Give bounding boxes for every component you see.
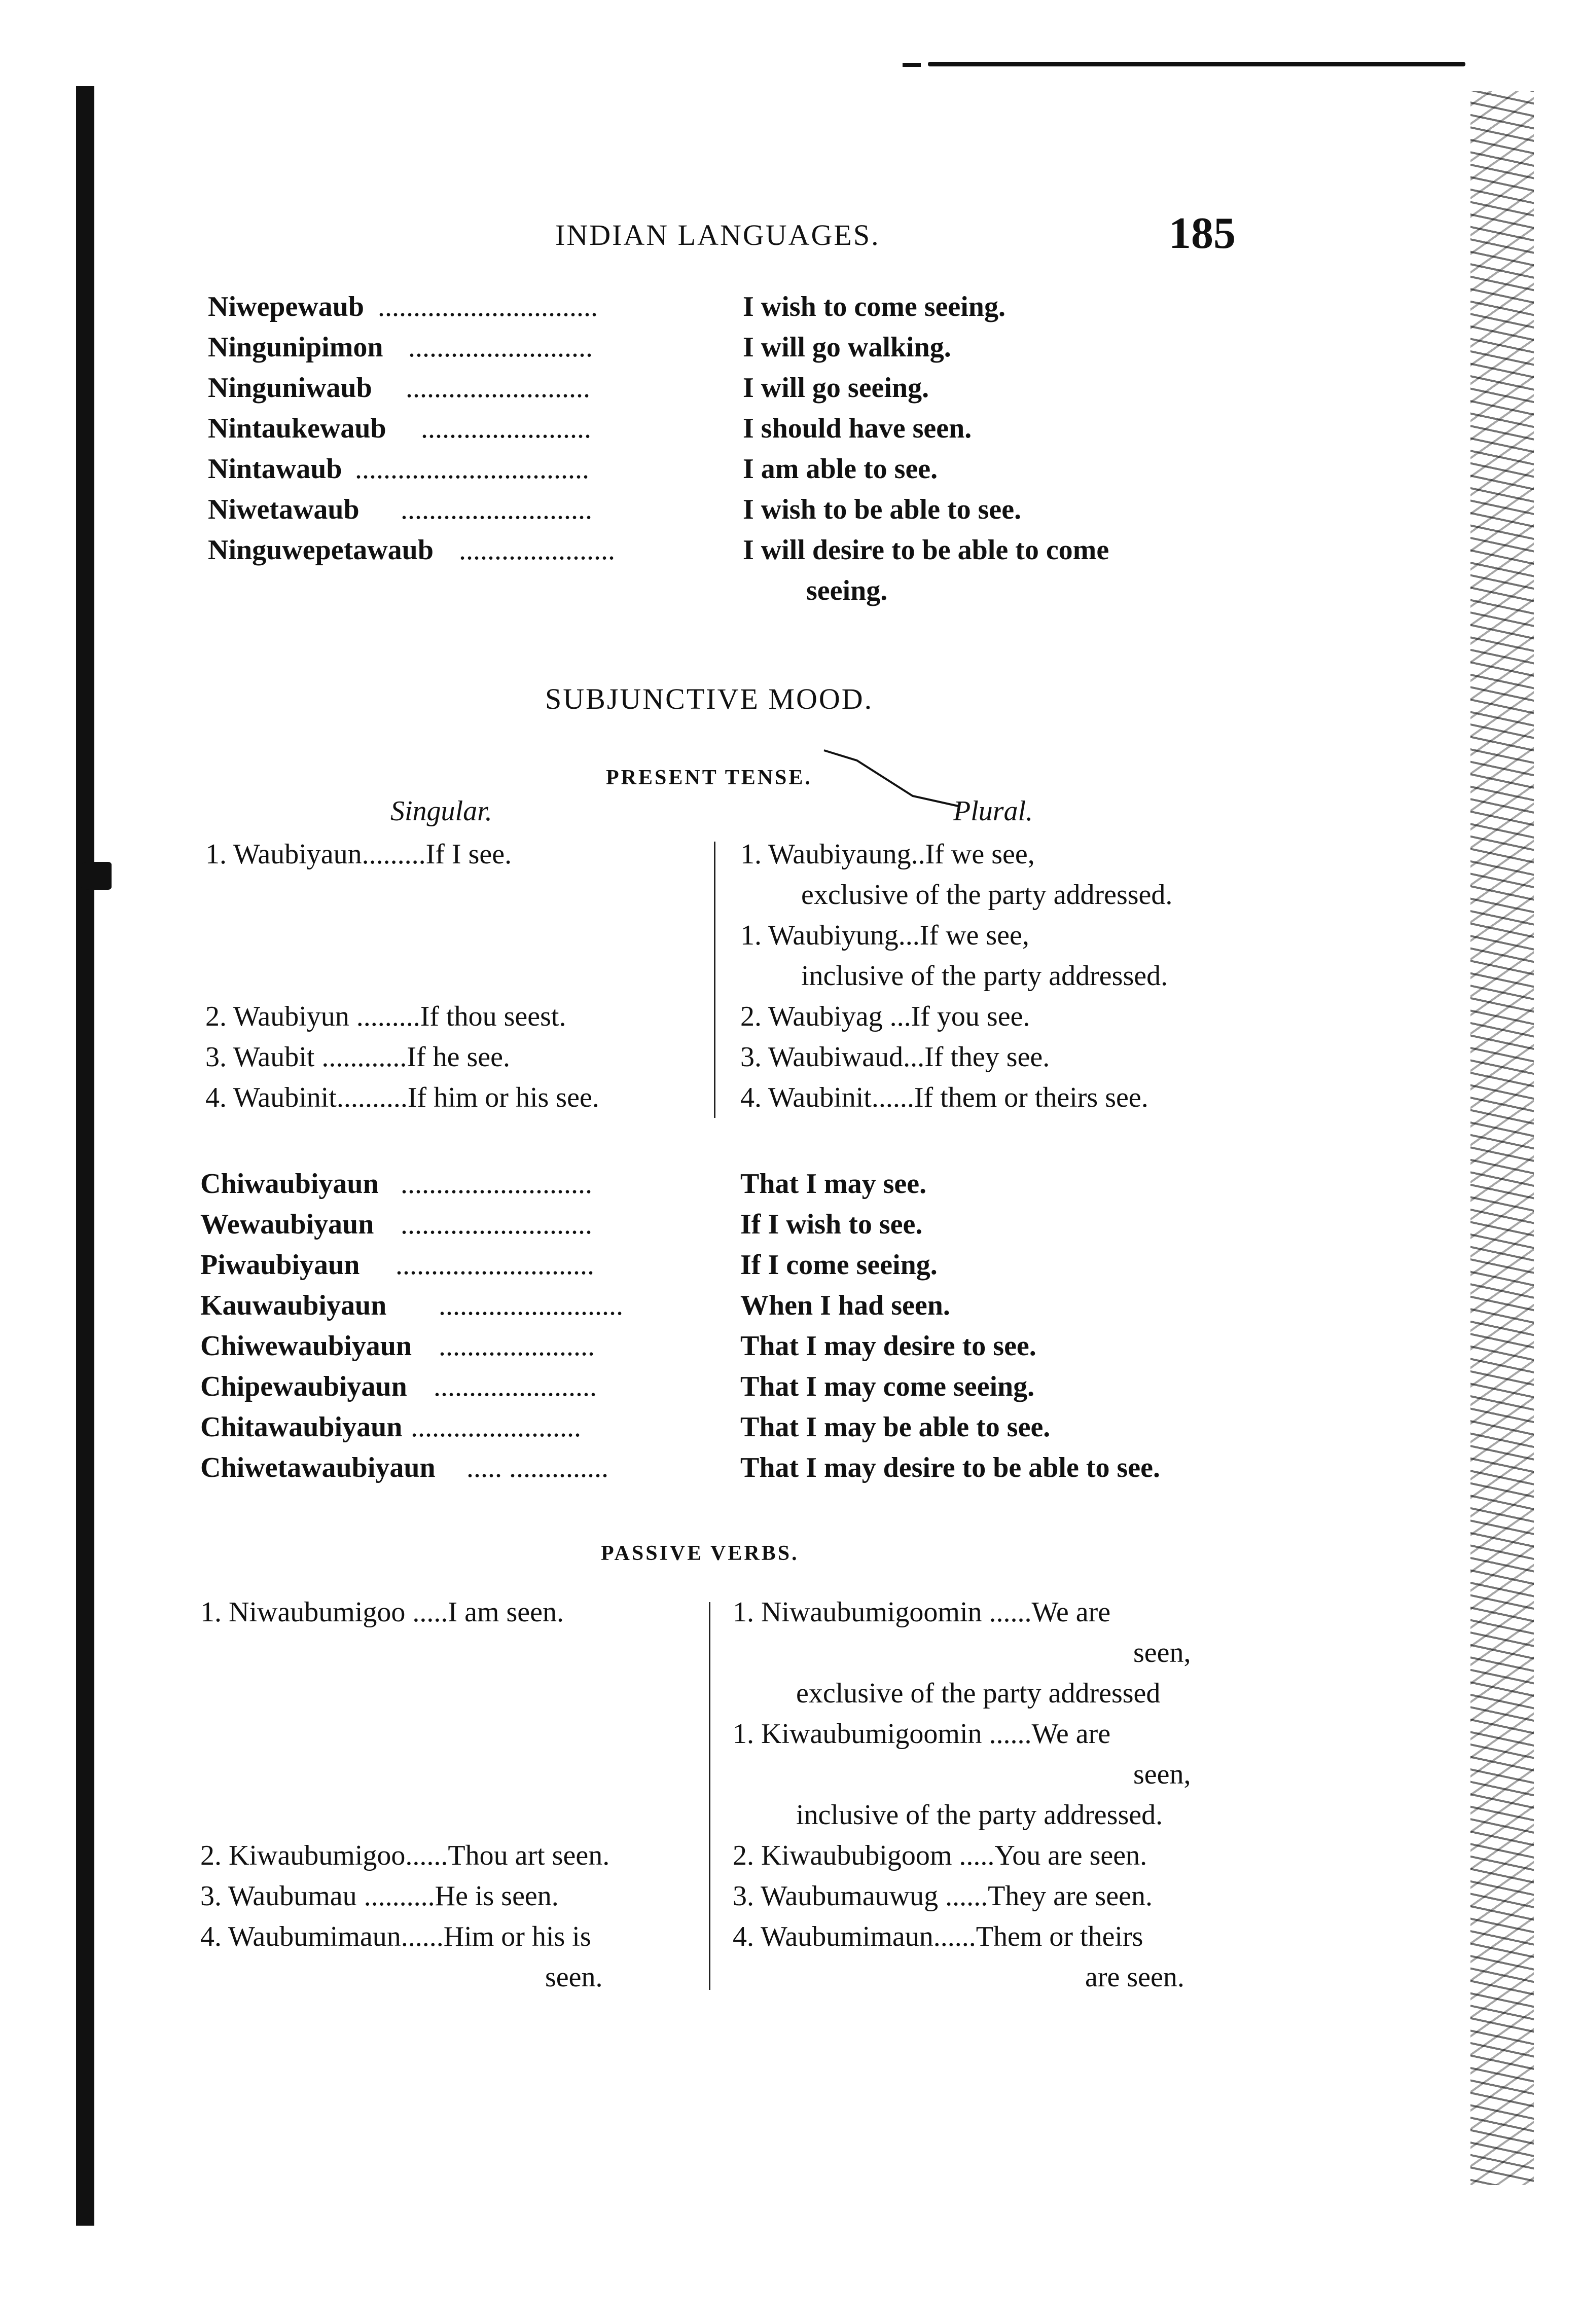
conjugation-line: 4. Waubinit......If them or theirs see. (740, 1082, 1148, 1113)
list-item-english: I am able to see. (743, 453, 938, 485)
list-item-indian: Chiwaubiyaun (200, 1168, 379, 1200)
column-divider (709, 1602, 710, 1990)
singular-label: Singular. (390, 795, 492, 827)
list-item-continuation: seeing. (806, 575, 888, 606)
leader-dots: .......................... (408, 332, 593, 363)
list-item-english: I wish to come seeing. (743, 291, 1005, 322)
conjugation-line: 4. Waubumimaun......Him or his is (200, 1921, 591, 1952)
leader-dots: ...................... (439, 1330, 595, 1362)
section-title: SUBJUNCTIVE MOOD. (545, 682, 874, 715)
conjugation-line: 4. Waubumimaun......Them or theirs (733, 1921, 1143, 1952)
subsection-title: PRESENT TENSE. (606, 766, 812, 789)
list-item-english: When I had seen. (740, 1290, 950, 1321)
conjugation-line: 1. Kiwaubumigoomin ......We are (733, 1718, 1111, 1750)
conjugation-line: 1. Waubiyung...If we see, (740, 920, 1029, 951)
list-item-indian: Chiwewaubiyaun (200, 1330, 412, 1362)
leader-dots: .......................... (406, 372, 590, 404)
conjugation-line: 1. Niwaubumigoo .....I am seen. (200, 1596, 564, 1628)
conjugation-line: seen. (545, 1962, 603, 1993)
list-item-indian: Kauwaubiyaun (200, 1290, 387, 1321)
leader-dots: .......................... (439, 1290, 623, 1321)
list-item-english: That I may be able to see. (740, 1411, 1051, 1443)
list-item-english: I should have seen. (743, 413, 972, 444)
conjugation-line: 2. Waubiyag ...If you see. (740, 1001, 1030, 1032)
scan-binding-notch (76, 862, 112, 890)
conjugation-line: 1. Niwaubumigoomin ......We are (733, 1596, 1111, 1628)
leader-dots: ............................ (396, 1249, 594, 1281)
list-item-indian: Niwepewaub (208, 291, 365, 322)
list-item-english: I will go walking. (743, 332, 951, 363)
list-item-english: I will desire to be able to come (743, 534, 1109, 566)
conjugation-line: exclusive of the party addressed. (801, 879, 1173, 911)
leader-dots: ....................... (434, 1371, 597, 1402)
conjugation-line: are seen. (1085, 1962, 1184, 1993)
conjugation-line: 3. Waubiwaud...If they see. (740, 1041, 1050, 1073)
conjugation-line: 3. Waubumau ..........He is seen. (200, 1880, 559, 1912)
leader-dots: ...................... (459, 534, 615, 566)
leader-dots: ........................... (401, 1209, 592, 1240)
list-item-indian: Ninguwepetawaub (208, 534, 434, 566)
conjugation-line: 1. Waubiyaung..If we see, (740, 839, 1035, 870)
list-item-english: That I may desire to see. (740, 1330, 1036, 1362)
list-item-indian: Chipewaubiyaun (200, 1371, 407, 1402)
scan-pen-mark (821, 745, 963, 826)
list-item-indian: Ninguniwaub (208, 372, 372, 404)
list-item-english: That I may see. (740, 1168, 927, 1200)
list-item-indian: Ningunipimon (208, 332, 383, 363)
leader-dots: ........................ (411, 1411, 581, 1443)
conjugation-line: 4. Waubinit..........If him or his see. (205, 1082, 599, 1113)
page-number: 185 (1169, 209, 1236, 258)
list-item-indian: Wewaubiyaun (200, 1209, 374, 1240)
plural-label: Plural. (953, 795, 1033, 827)
leader-dots: ................................. (355, 453, 589, 485)
list-item-indian: Chiwetawaubiyaun (200, 1452, 436, 1483)
list-item-indian: Niwetawaub (208, 494, 360, 525)
conjugation-line: 1. Waubiyaun.........If I see. (205, 839, 512, 870)
scan-binding-shadow (76, 86, 94, 2226)
list-item-english: That I may desire to be able to see. (740, 1452, 1160, 1483)
conjugation-line: inclusive of the party addressed. (801, 960, 1168, 992)
conjugation-line: 2. Kiwaubumigoo......Thou art seen. (200, 1840, 610, 1871)
leader-dots: ..... .............. (466, 1452, 608, 1483)
conjugation-line: seen, (1133, 1759, 1191, 1790)
list-item-english: I wish to be able to see. (743, 494, 1022, 525)
scan-top-dash (903, 63, 921, 67)
subsection-title: PASSIVE VERBS. (601, 1542, 799, 1565)
list-item-english: I will go seeing. (743, 372, 929, 404)
list-item-indian: Nintawaub (208, 453, 342, 485)
conjugation-line: 2. Kiwaububigoom .....You are seen. (733, 1840, 1147, 1871)
scan-top-rule (928, 62, 1465, 66)
column-divider (714, 842, 715, 1118)
list-item-indian: Chitawaubiyaun (200, 1411, 403, 1443)
conjugation-line: seen, (1133, 1637, 1191, 1668)
list-item-english: If I come seeing. (740, 1249, 938, 1281)
leader-dots: ........................... (401, 1168, 592, 1200)
leader-dots: ............................... (378, 291, 598, 322)
leader-dots: ........................ (421, 413, 591, 444)
conjugation-line: exclusive of the party addressed (796, 1678, 1161, 1709)
conjugation-line: 2. Waubiyun .........If thou seest. (205, 1001, 566, 1032)
list-item-english: If I wish to see. (740, 1209, 923, 1240)
list-item-english: That I may come seeing. (740, 1371, 1035, 1402)
list-item-indian: Nintaukewaub (208, 413, 386, 444)
scan-page-edge-noise (1470, 91, 1534, 2185)
list-item-indian: Piwaubiyaun (200, 1249, 360, 1281)
leader-dots: ........................... (401, 494, 592, 525)
conjugation-line: 3. Waubumauwug ......They are seen. (733, 1880, 1153, 1912)
conjugation-line: 3. Waubit ............If he see. (205, 1041, 510, 1073)
conjugation-line: inclusive of the party addressed. (796, 1799, 1163, 1831)
running-head: INDIAN LANGUAGES. (555, 219, 880, 251)
